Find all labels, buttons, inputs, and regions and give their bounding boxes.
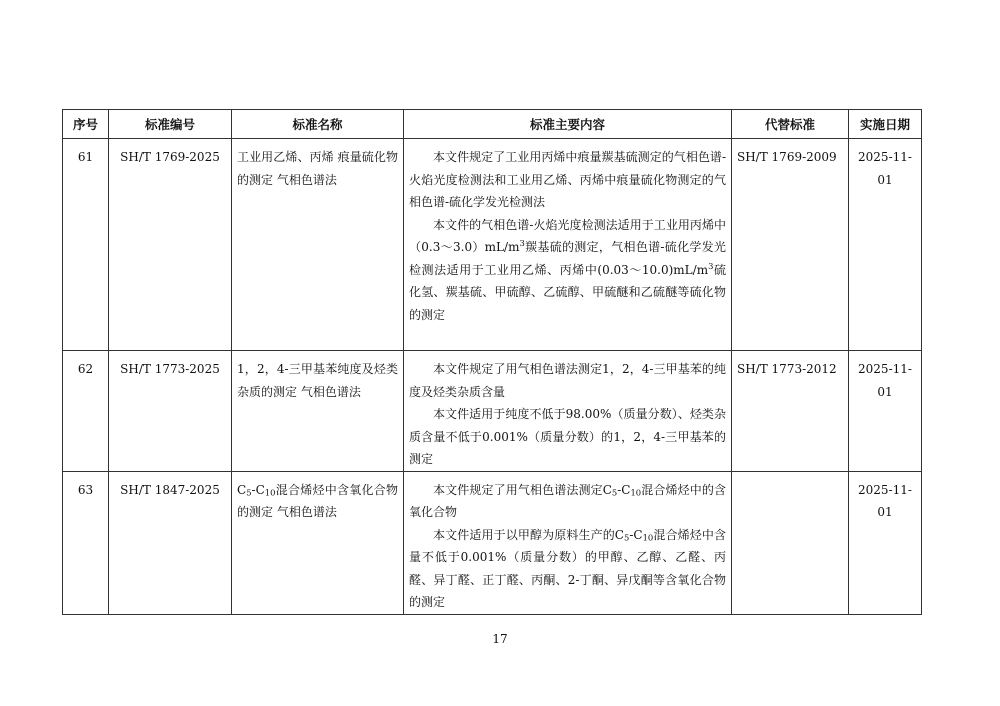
- subscript: 5: [624, 532, 630, 543]
- row-effective-date: 2025-11-01: [849, 351, 922, 472]
- subscript: 10: [264, 487, 276, 498]
- row-replaced-standard: [732, 471, 849, 614]
- header-effective-date: 实施日期: [849, 110, 922, 139]
- content-paragraph: 本文件规定了工业用丙烯中痕量羰基硫测定的气相色谱-火焰光度检测法和工业用乙烯、丙烯中痕量硫化物测定的气相色谱-硫化学发光检测法: [409, 150, 726, 209]
- content-text: 混合烯烃中含量不低于0.001%（质量分数）的甲醇、乙醇、乙醛、丙醛、异丁醛、正丁醛、丙酮、2-丁酮、异戊酮等含氧化合物的测定: [409, 527, 726, 609]
- content-paragraph: [409, 479, 726, 524]
- content-text: -C: [629, 527, 643, 542]
- subscript: 10: [642, 532, 654, 543]
- content-text: 混合烯烃中的含氧化合物: [409, 482, 726, 519]
- table-row: [63, 139, 922, 351]
- page-number: 17: [492, 632, 508, 646]
- row-serial: 63: [63, 471, 109, 614]
- row-main-content: [404, 351, 732, 472]
- header-standard-name: 标准名称: [232, 110, 404, 139]
- row-replaced-standard: SH/T 1773-2012: [732, 351, 849, 472]
- row-effective-date: 2025-11-01: [849, 139, 922, 351]
- header-standard-code: 标准编号: [109, 110, 232, 139]
- superscript: 3: [519, 238, 525, 248]
- content-paragraph: 本文件规定了用气相色谱法测定1，2，4-三甲基苯的纯度及烃类杂质含量: [409, 362, 726, 399]
- row-standard-code: SH/T 1847-2025: [109, 471, 232, 614]
- row-serial: 61: [63, 139, 109, 351]
- row-standard-code: SH/T 1773-2025: [109, 351, 232, 472]
- table-row: [63, 351, 922, 472]
- row-main-content: [404, 139, 732, 351]
- table-header-row: [63, 110, 922, 139]
- table-row: [63, 471, 922, 614]
- content-text: 羰基硫的测定，气相色谱-硫化学发光检测法适用于工业用乙烯、丙烯中(0.03～10.0)mL/m: [409, 240, 726, 277]
- content-text: 本文件的气相色谱-火焰光度检测法适用于工业用丙烯中（0.3～3.0）mL/m: [409, 217, 726, 254]
- header-replaced-standard: 代替标准: [732, 110, 849, 139]
- row-serial: 62: [63, 351, 109, 472]
- row-standard-name: [232, 471, 404, 614]
- row-standard-name: 工业用乙烯、丙烯 痕量硫化物的测定 气相色谱法: [232, 139, 404, 351]
- content-text: -C: [617, 482, 631, 497]
- name-text: 混合烯烃中含氧化合物的测定 气相色谱法: [237, 482, 398, 519]
- name-text: -C: [251, 482, 265, 497]
- content-text: 本文件规定了用气相色谱法测定C: [433, 482, 612, 497]
- subscript: 5: [611, 487, 618, 498]
- subscript: 10: [630, 487, 642, 498]
- standards-table: [62, 109, 922, 615]
- content-text: 硫化氢、羰基硫、甲硫醇、乙硫醇、甲硫醚和乙硫醚等硫化物的测定: [409, 262, 726, 322]
- content-text: 本文件适用于以甲醇为原料生产的C: [433, 527, 624, 542]
- row-main-content: [404, 471, 732, 614]
- header-main-content: 标准主要内容: [404, 110, 732, 139]
- row-effective-date: 2025-11-01: [849, 471, 922, 614]
- content-paragraph: 本文件适用于纯度不低于98.00%（质量分数）、烃类杂质含量不低于0.001%（质量分数）的1，2，4-三甲基苯的测定: [409, 407, 726, 466]
- subscript: 5: [246, 487, 252, 498]
- row-standard-code: SH/T 1769-2025: [109, 139, 232, 351]
- header-serial: 序号: [63, 110, 109, 139]
- row-replaced-standard: SH/T 1769-2009: [732, 139, 849, 351]
- row-standard-name: 1，2，4-三甲基苯纯度及烃类杂质的测定 气相色谱法: [232, 351, 404, 472]
- name-text: C: [237, 482, 247, 497]
- content-paragraph: [409, 524, 726, 614]
- superscript: 3: [708, 260, 714, 271]
- content-paragraph: [409, 214, 726, 327]
